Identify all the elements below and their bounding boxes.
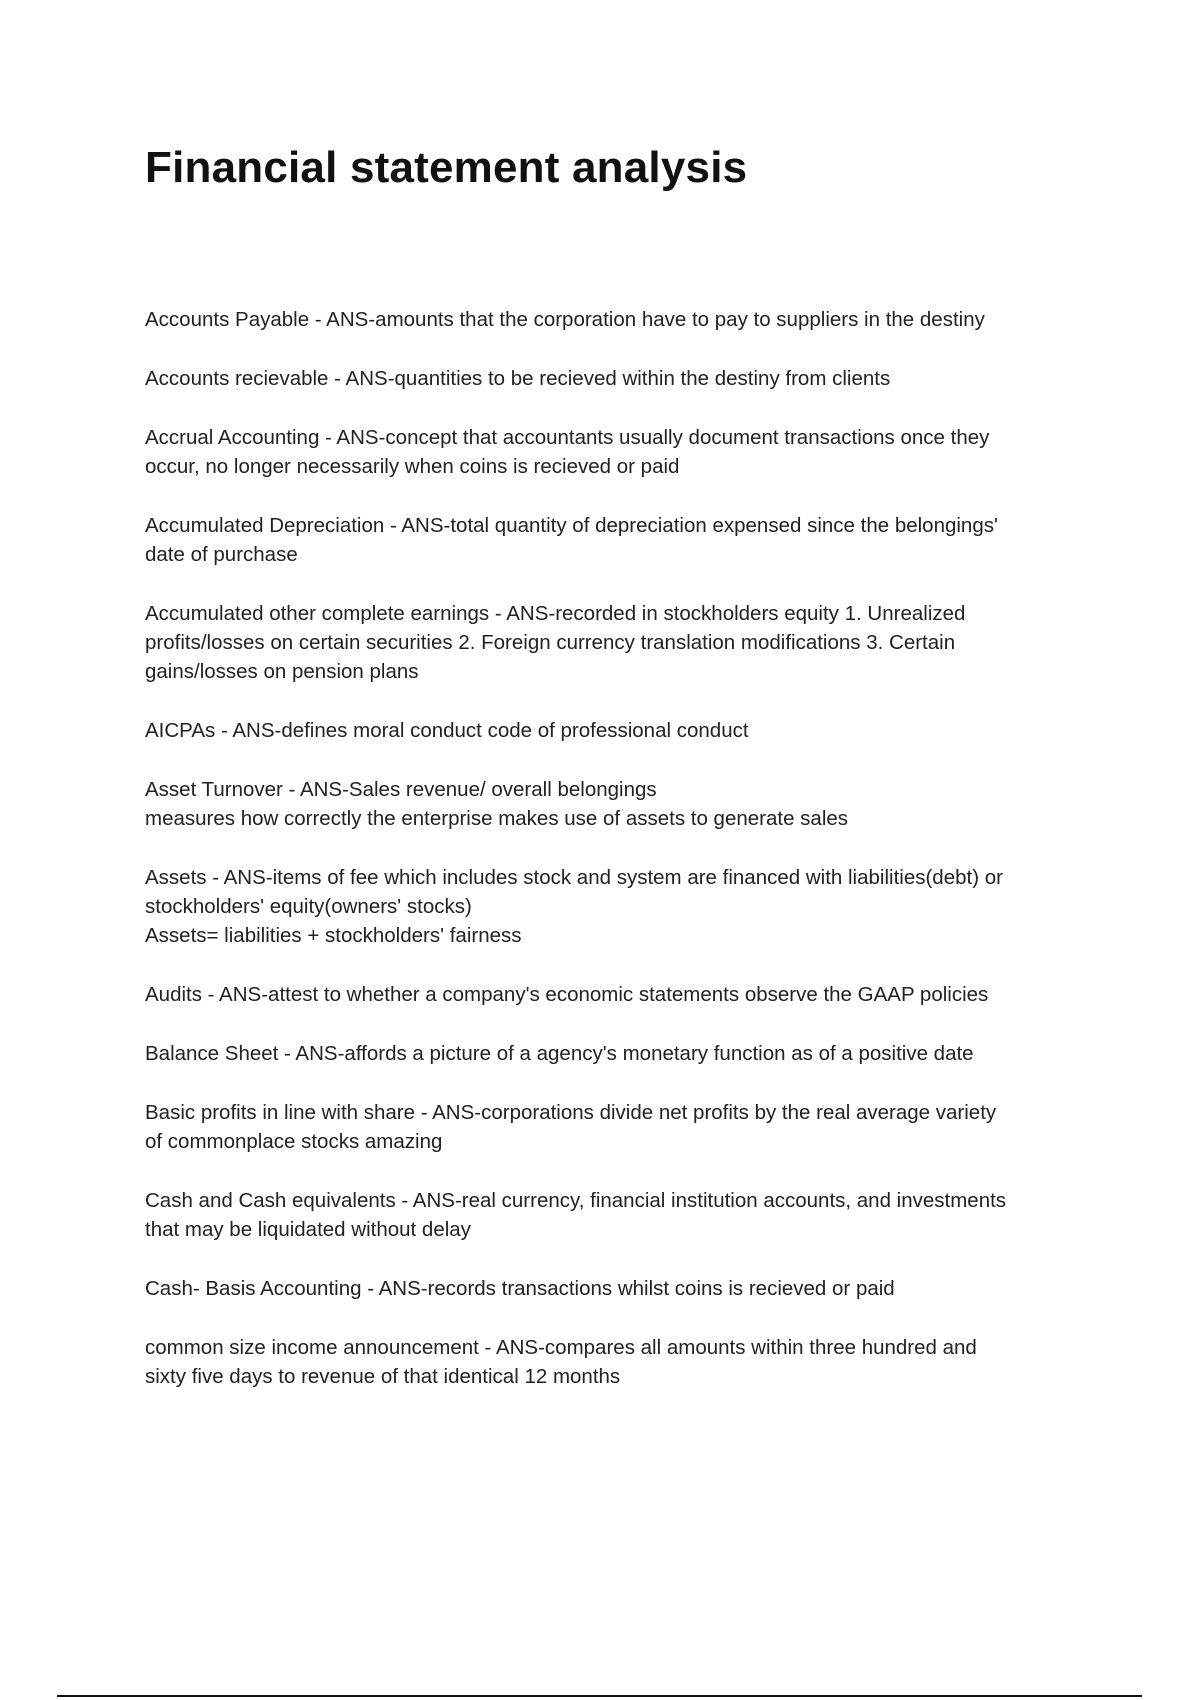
glossary-entry: Accrual Accounting - ANS-concept that accountants usually document transactions once they occur, no longer necessarily when coins is recieved or paid [145, 426, 990, 478]
glossary-entry: Accounts Payable - ANS-amounts that the corporation have to pay to suppliers in the destiny [145, 308, 985, 331]
glossary-entry: Accounts recievable - ANS-quantities to be recieved within the destiny from clients [145, 367, 891, 390]
glossary-entry: AICPAs - ANS-defines moral conduct code of professional conduct [145, 719, 749, 742]
glossary-entry: Accumulated Depreciation - ANS-total quantity of depreciation expensed since the belongings' date of purchase [145, 514, 998, 566]
glossary-entry: Audits - ANS-attest to whether a company's economic statements observe the GAAP policies [145, 983, 989, 1006]
glossary-entry: Asset Turnover - ANS-Sales revenue/ overall belongings measures how correctly the enterprise makes use of assets to generate sales [145, 778, 849, 830]
glossary-entry: Basic profits in line with share - ANS-corporations divide net profits by the real average variety of commonplace stocks amazing [145, 1101, 997, 1153]
glossary-list [145, 305, 1085, 1421]
glossary-entry: Cash- Basis Accounting - ANS-records transactions whilst coins is recieved or paid [145, 1277, 895, 1300]
glossary-entry: Accumulated other complete earnings - ANS-recorded in stockholders equity 1. Unrealized profits/losses on certain securities 2. Foreign currency translation modifications 3. Certain gains/losses on pension plans [145, 602, 966, 683]
glossary-entry: common size income announcement - ANS-compares all amounts within three hundred and sixty five days to revenue of that identical 12 months [145, 1336, 977, 1388]
glossary-entry: Assets - ANS-items of fee which includes stock and system are financed with liabilities(debt) or stockholders' equity(owners' stocks) Assets= liabilities + stockholders' fairness [145, 866, 1003, 947]
footer-divider [57, 1695, 1142, 1697]
glossary-entry: Cash and Cash equivalents - ANS-real currency, financial institution accounts, and investments that may be liquidated without delay [145, 1189, 1007, 1241]
glossary-entry: Balance Sheet - ANS-affords a picture of a agency's monetary function as of a positive date [145, 1042, 974, 1065]
page-title: Financial statement analysis [145, 143, 748, 192]
